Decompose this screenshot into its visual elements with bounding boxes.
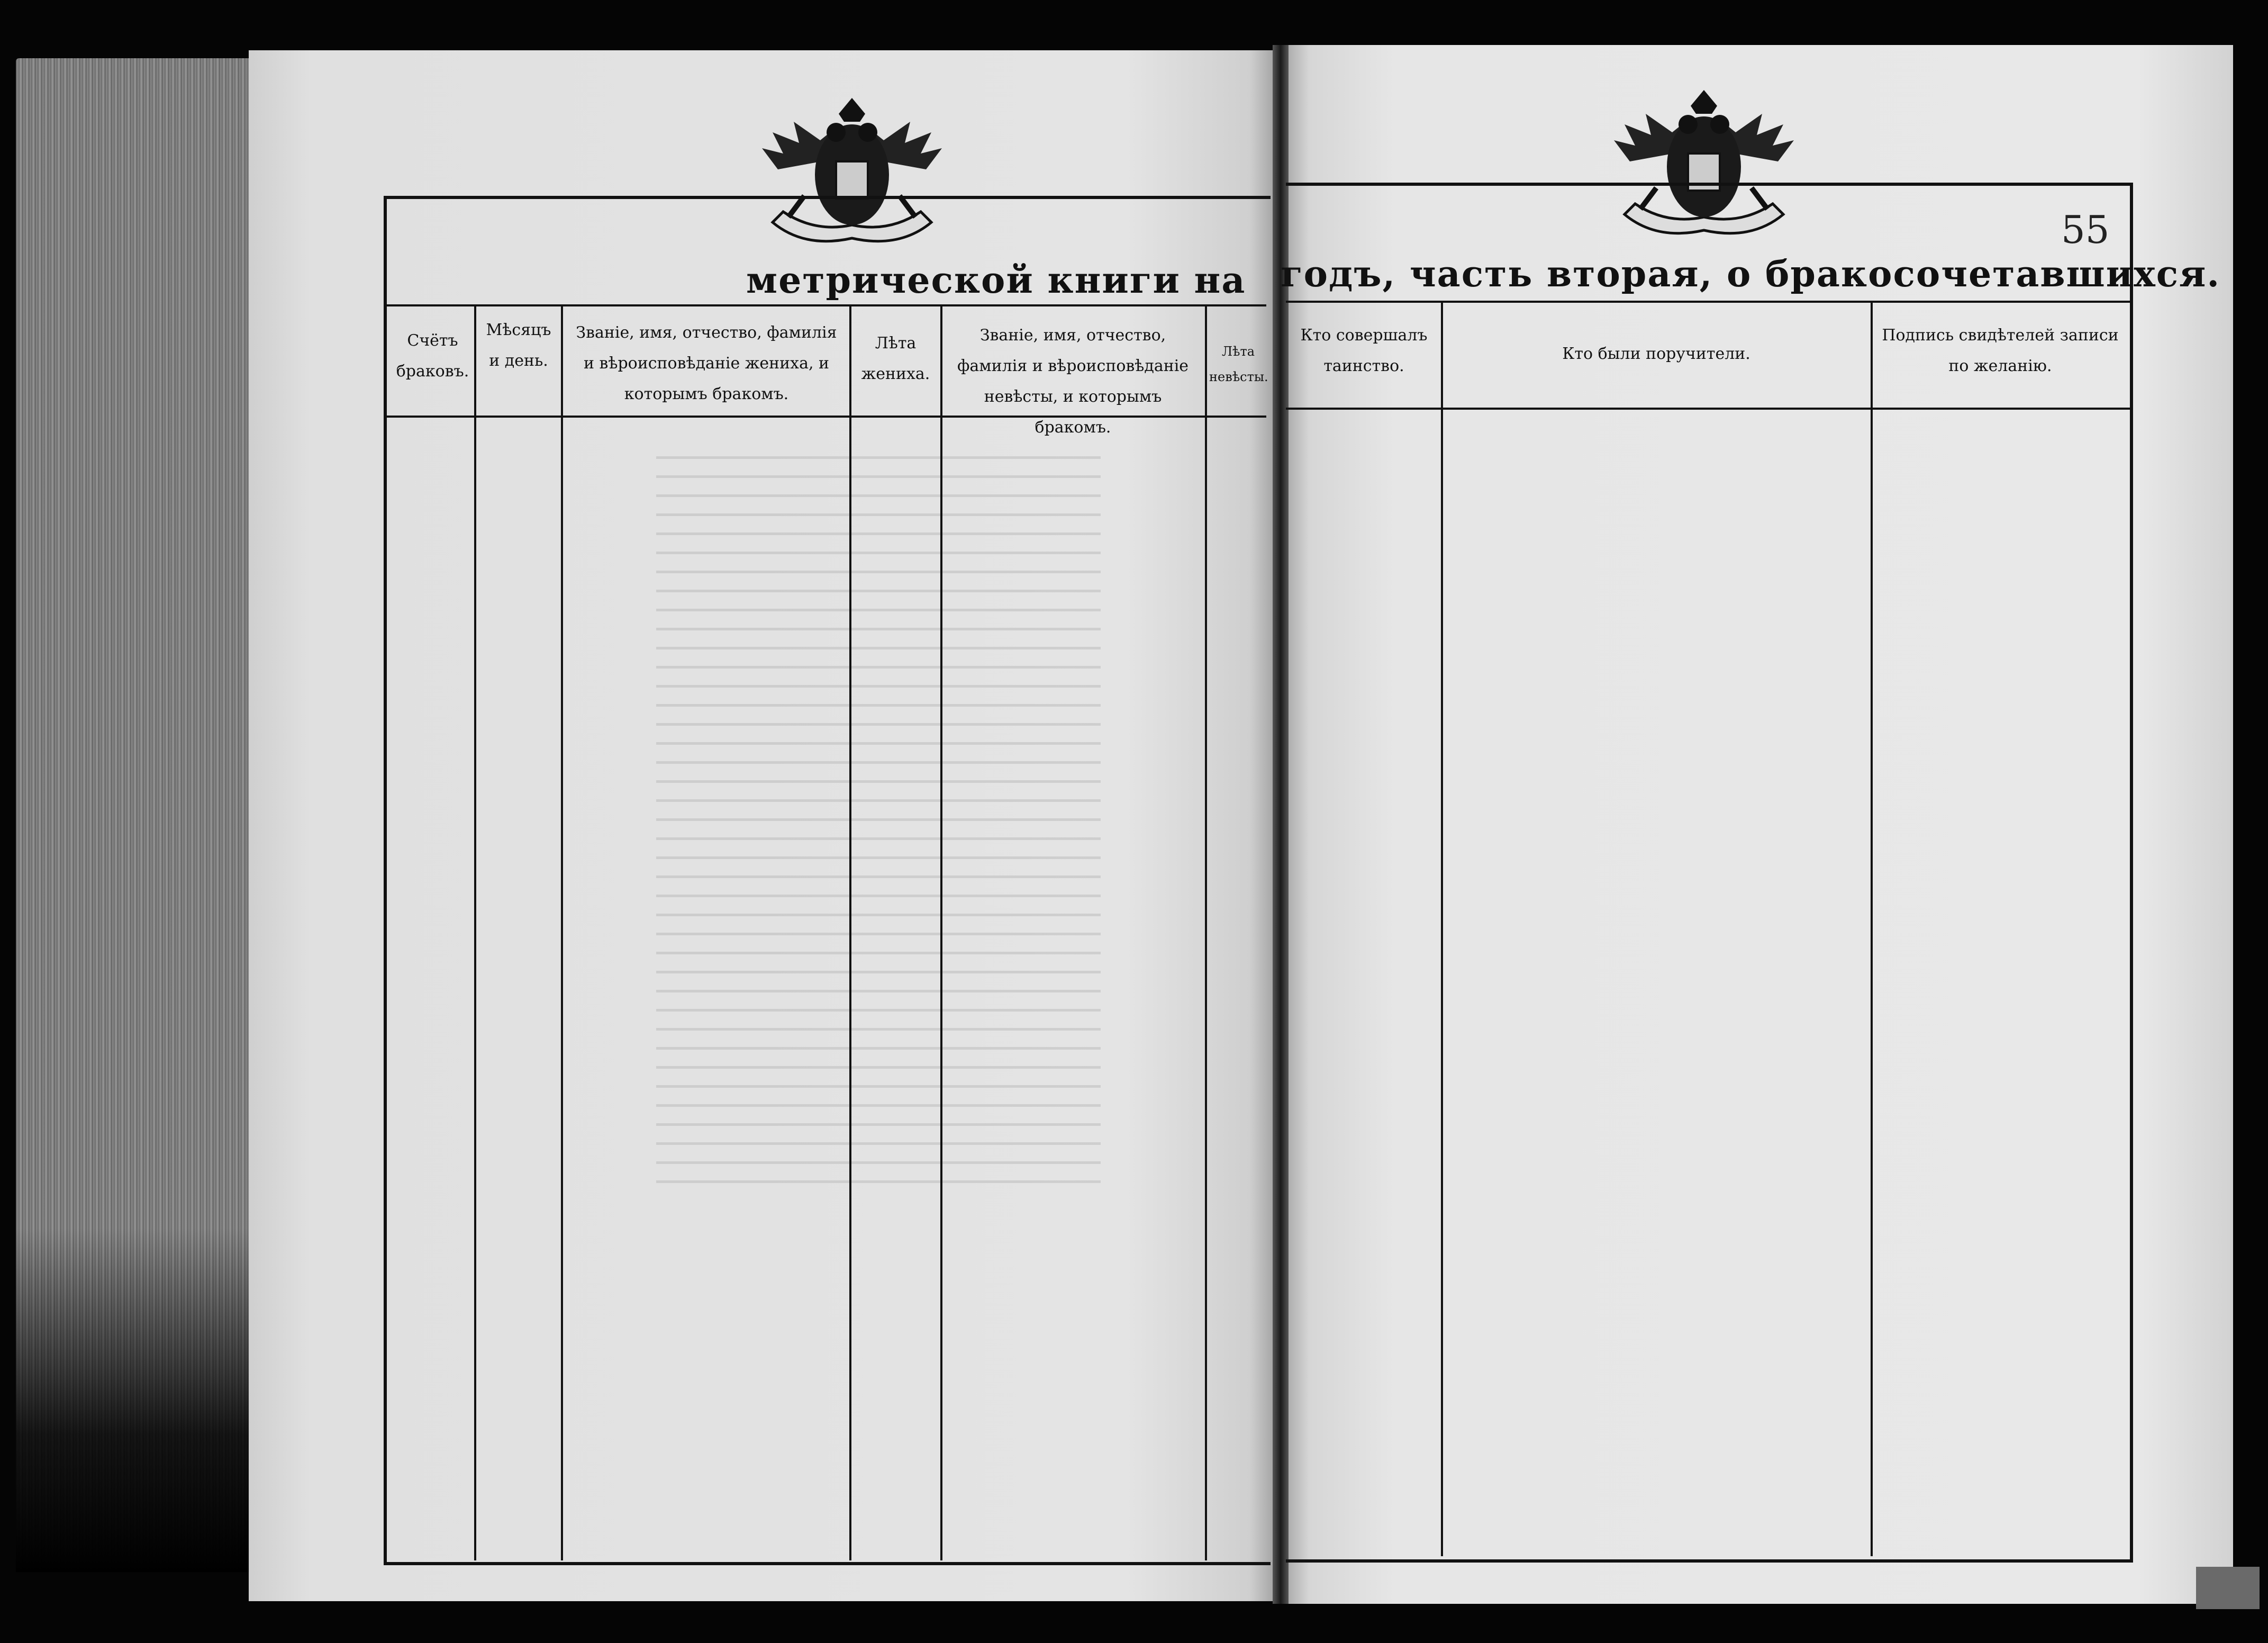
right-title-underline [1286, 301, 2131, 303]
col-header-month-day: Мѣсяцъ и день. [486, 321, 551, 370]
col-header-groom: Званіе, имя, отчество, фамилія и вѣроисповѣданіе жениха, и которымъ бракомъ. [576, 323, 837, 403]
col-header-bride: Званіе, имя, отчество, фамилія и вѣроисповѣданіе невѣсты, и которымъ бракомъ. [957, 326, 1189, 437]
page-edges-shadow [16, 1228, 249, 1572]
right-header-bottom-line [1286, 408, 2131, 410]
page-number: 55 [2061, 207, 2110, 252]
col-header-officiant: Кто совершалъ таинство. [1300, 326, 1428, 375]
left-col-divider-3 [849, 306, 851, 1560]
right-col-divider-1 [1441, 302, 1443, 1556]
right-table-frame [1286, 183, 2133, 1563]
left-col-divider-1 [474, 306, 476, 1560]
col-header-marriage-count: Счётъ браковъ. [396, 331, 469, 381]
left-col-divider-5 [1205, 306, 1207, 1560]
col-header-witness-signature: Подпись свидѣтелей записи по желанію. [1882, 326, 2119, 375]
left-page-title: метрической книги на [746, 259, 1246, 302]
right-col-divider-2 [1871, 302, 1873, 1556]
col-header-bride-age: Лѣта невѣсты. [1209, 344, 1268, 384]
col-header-groom-age: Лѣта жениха. [861, 334, 930, 383]
col-header-sponsors: Кто были поручители. [1562, 345, 1750, 363]
right-page-edge [2196, 1567, 2260, 1609]
left-title-underline [385, 304, 1266, 306]
right-page-title: годъ, часть вторая, о бракосочетавшихся. [1281, 253, 2221, 295]
left-col-divider-4 [940, 306, 942, 1560]
left-col-divider-2 [561, 306, 563, 1560]
